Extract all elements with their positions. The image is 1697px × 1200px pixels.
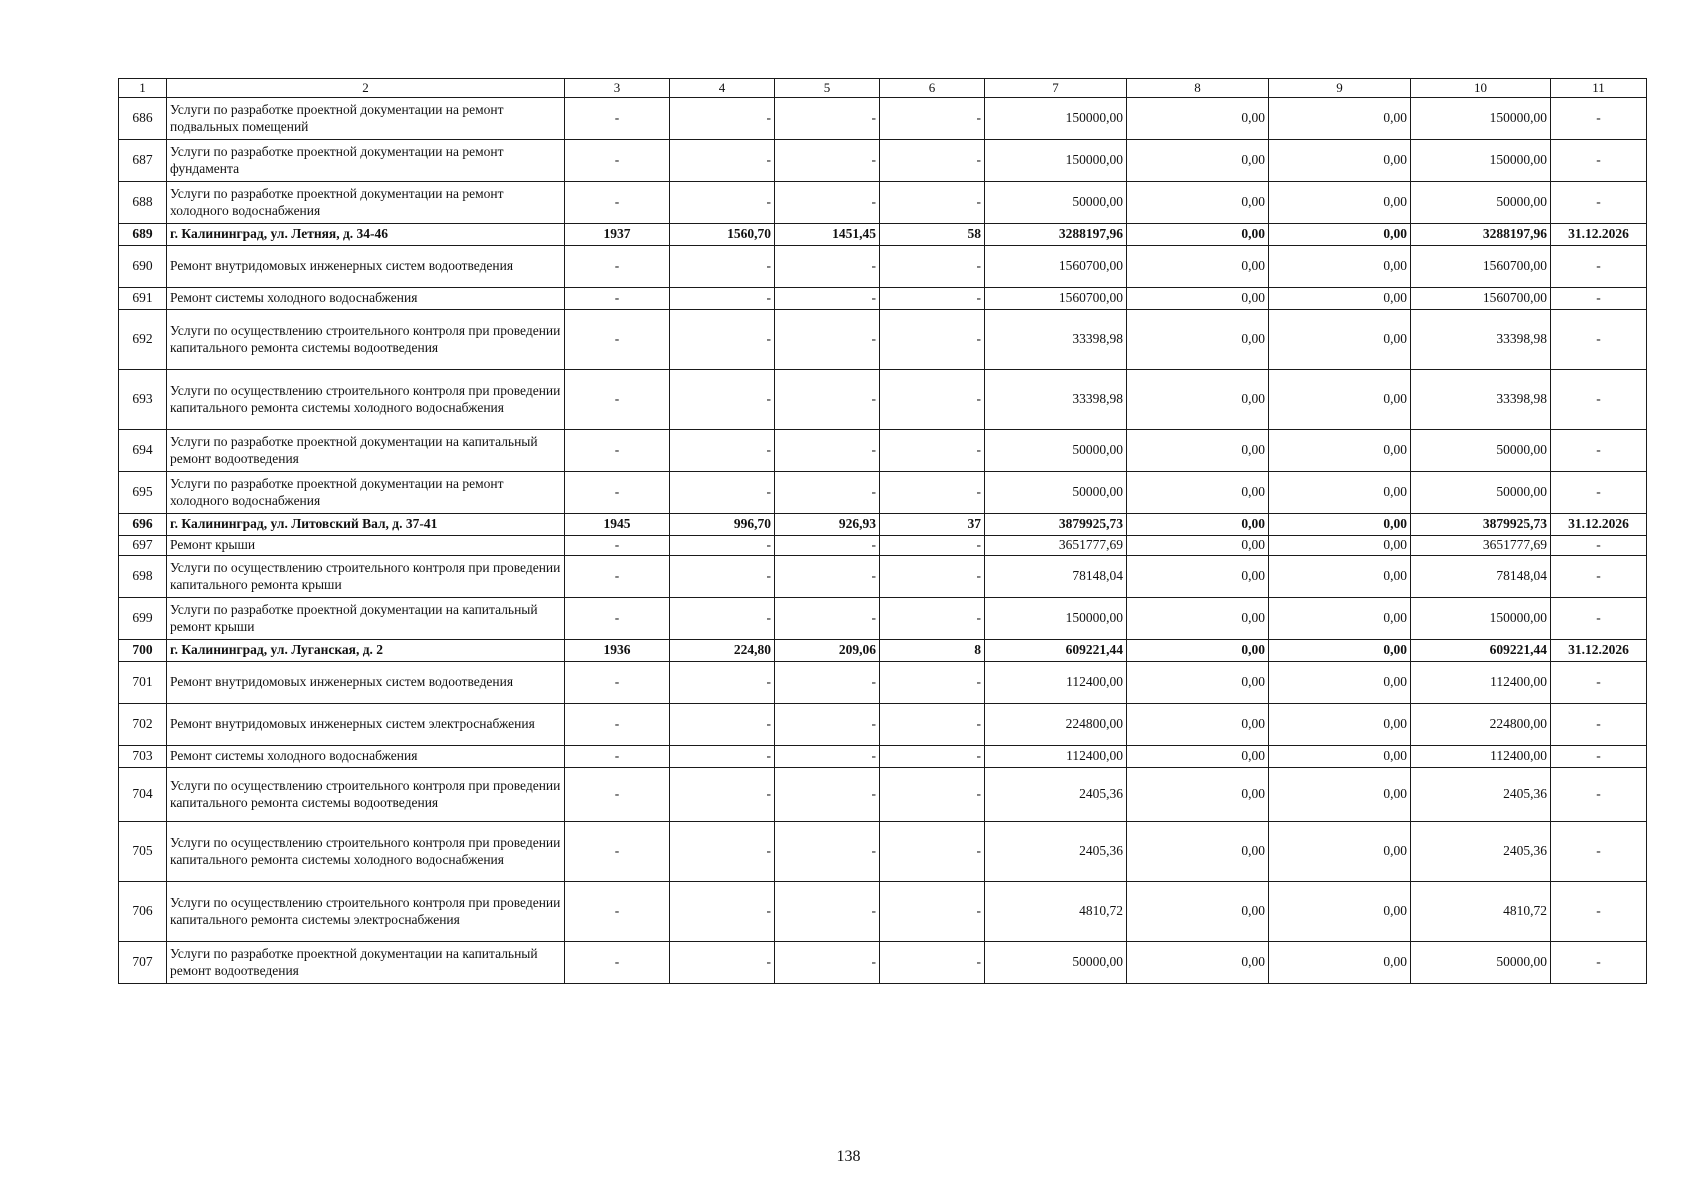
build-year: - [565, 704, 670, 746]
owners-cost: 50000,00 [1411, 472, 1551, 514]
house-row [119, 224, 1647, 246]
column-number: 8 [1127, 79, 1269, 98]
fund-cost: 0,00 [1127, 140, 1269, 182]
living-area: - [775, 98, 880, 140]
completion-date: - [1551, 746, 1647, 768]
living-area: - [775, 822, 880, 882]
budget-cost: 0,00 [1269, 472, 1411, 514]
build-year: 1937 [565, 224, 670, 246]
table-row [119, 536, 1647, 556]
table-row [119, 182, 1647, 224]
build-year: - [565, 822, 670, 882]
budget-cost: 0,00 [1269, 556, 1411, 598]
completion-date: - [1551, 704, 1647, 746]
column-number: 10 [1411, 79, 1551, 98]
budget-cost: 0,00 [1269, 598, 1411, 640]
total-cost: 112400,00 [985, 746, 1127, 768]
total-cost: 1560700,00 [985, 246, 1127, 288]
house-row [119, 640, 1647, 662]
work-name: Услуги по осуществлению строительного контроля при проведении капитального ремонта системы водоотведения [167, 310, 565, 370]
fund-cost: 0,00 [1127, 556, 1269, 598]
work-name: Услуги по разработке проектной документации на капитальный ремонт водоотведения [167, 942, 565, 984]
residents-count: - [880, 942, 985, 984]
row-number: 686 [119, 98, 167, 140]
residents-count: - [880, 246, 985, 288]
owners-cost: 1560700,00 [1411, 246, 1551, 288]
residents-count: - [880, 288, 985, 310]
total-area: - [670, 768, 775, 822]
build-year: - [565, 288, 670, 310]
total-cost: 150000,00 [985, 98, 1127, 140]
owners-cost: 150000,00 [1411, 140, 1551, 182]
work-name: Услуги по осуществлению строительного контроля при проведении капитального ремонта системы электроснабжения [167, 882, 565, 942]
completion-date: - [1551, 822, 1647, 882]
living-area: - [775, 288, 880, 310]
total-area: - [670, 182, 775, 224]
living-area: - [775, 370, 880, 430]
table-row [119, 98, 1647, 140]
work-name: Услуги по осуществлению строительного контроля при проведении капитального ремонта системы холодного водоснабжения [167, 370, 565, 430]
budget-cost: 0,00 [1269, 246, 1411, 288]
fund-cost: 0,00 [1127, 182, 1269, 224]
row-number: 707 [119, 942, 167, 984]
owners-cost: 224800,00 [1411, 704, 1551, 746]
row-number: 689 [119, 224, 167, 246]
table-row [119, 598, 1647, 640]
owners-cost: 50000,00 [1411, 430, 1551, 472]
build-year: - [565, 746, 670, 768]
total-area: - [670, 822, 775, 882]
residents-count: - [880, 536, 985, 556]
row-number: 692 [119, 310, 167, 370]
table-row [119, 822, 1647, 882]
fund-cost: 0,00 [1127, 640, 1269, 662]
table-row [119, 246, 1647, 288]
house-row [119, 514, 1647, 536]
work-name: г. Калининград, ул. Луганская, д. 2 [167, 640, 565, 662]
fund-cost: 0,00 [1127, 704, 1269, 746]
completion-date: - [1551, 98, 1647, 140]
living-area: - [775, 310, 880, 370]
table-row [119, 556, 1647, 598]
completion-date: - [1551, 882, 1647, 942]
row-number: 701 [119, 662, 167, 704]
residents-count: - [880, 822, 985, 882]
work-name: Ремонт внутридомовых инженерных систем водоотведения [167, 246, 565, 288]
row-number: 694 [119, 430, 167, 472]
budget-cost: 0,00 [1269, 98, 1411, 140]
total-area: - [670, 556, 775, 598]
fund-cost: 0,00 [1127, 942, 1269, 984]
owners-cost: 1560700,00 [1411, 288, 1551, 310]
total-area: - [670, 288, 775, 310]
table-row [119, 310, 1647, 370]
total-area: - [670, 140, 775, 182]
living-area: - [775, 182, 880, 224]
table-row [119, 472, 1647, 514]
build-year: - [565, 310, 670, 370]
table-row [119, 768, 1647, 822]
row-number: 700 [119, 640, 167, 662]
work-name: Услуги по разработке проектной документации на ремонт холодного водоснабжения [167, 472, 565, 514]
row-number: 693 [119, 370, 167, 430]
fund-cost: 0,00 [1127, 310, 1269, 370]
work-name: Услуги по осуществлению строительного контроля при проведении капитального ремонта системы водоотведения [167, 768, 565, 822]
work-name: Услуги по разработке проектной документации на капитальный ремонт крыши [167, 598, 565, 640]
build-year: 1936 [565, 640, 670, 662]
build-year: - [565, 370, 670, 430]
budget-cost: 0,00 [1269, 370, 1411, 430]
work-name: Услуги по осуществлению строительного контроля при проведении капитального ремонта системы холодного водоснабжения [167, 822, 565, 882]
living-area: - [775, 556, 880, 598]
completion-date: - [1551, 182, 1647, 224]
work-name: Ремонт внутридомовых инженерных систем электроснабжения [167, 704, 565, 746]
owners-cost: 33398,98 [1411, 370, 1551, 430]
fund-cost: 0,00 [1127, 822, 1269, 882]
living-area: - [775, 246, 880, 288]
total-area: - [670, 704, 775, 746]
residents-count: 37 [880, 514, 985, 536]
residents-count: - [880, 662, 985, 704]
fund-cost: 0,00 [1127, 514, 1269, 536]
total-cost: 3288197,96 [985, 224, 1127, 246]
build-year: - [565, 140, 670, 182]
total-area: - [670, 430, 775, 472]
table-row [119, 430, 1647, 472]
build-year: - [565, 430, 670, 472]
total-area: - [670, 370, 775, 430]
row-number: 688 [119, 182, 167, 224]
residents-count: - [880, 768, 985, 822]
table-row [119, 288, 1647, 310]
owners-cost: 112400,00 [1411, 662, 1551, 704]
completion-date: - [1551, 430, 1647, 472]
work-name: Услуги по разработке проектной документации на ремонт холодного водоснабжения [167, 182, 565, 224]
works-table [118, 78, 1647, 984]
fund-cost: 0,00 [1127, 746, 1269, 768]
work-name: Услуги по осуществлению строительного контроля при проведении капитального ремонта крыши [167, 556, 565, 598]
column-number: 1 [119, 79, 167, 98]
total-area: - [670, 598, 775, 640]
completion-date: - [1551, 246, 1647, 288]
residents-count: - [880, 704, 985, 746]
total-cost: 33398,98 [985, 370, 1127, 430]
owners-cost: 2405,36 [1411, 768, 1551, 822]
living-area: 1451,45 [775, 224, 880, 246]
total-cost: 150000,00 [985, 598, 1127, 640]
total-area: - [670, 310, 775, 370]
row-number: 705 [119, 822, 167, 882]
column-number: 3 [565, 79, 670, 98]
total-cost: 50000,00 [985, 942, 1127, 984]
fund-cost: 0,00 [1127, 598, 1269, 640]
total-cost: 3879925,73 [985, 514, 1127, 536]
table-row [119, 942, 1647, 984]
completion-date: - [1551, 140, 1647, 182]
fund-cost: 0,00 [1127, 288, 1269, 310]
residents-count: - [880, 598, 985, 640]
budget-cost: 0,00 [1269, 704, 1411, 746]
column-number: 6 [880, 79, 985, 98]
owners-cost: 3879925,73 [1411, 514, 1551, 536]
fund-cost: 0,00 [1127, 430, 1269, 472]
living-area: - [775, 768, 880, 822]
table-row [119, 662, 1647, 704]
column-number: 4 [670, 79, 775, 98]
build-year: - [565, 536, 670, 556]
completion-date: - [1551, 942, 1647, 984]
row-number: 704 [119, 768, 167, 822]
fund-cost: 0,00 [1127, 768, 1269, 822]
budget-cost: 0,00 [1269, 882, 1411, 942]
living-area: - [775, 704, 880, 746]
total-cost: 2405,36 [985, 768, 1127, 822]
total-cost: 33398,98 [985, 310, 1127, 370]
budget-cost: 0,00 [1269, 140, 1411, 182]
total-cost: 4810,72 [985, 882, 1127, 942]
residents-count: - [880, 310, 985, 370]
residents-count: - [880, 882, 985, 942]
row-number: 696 [119, 514, 167, 536]
row-number: 706 [119, 882, 167, 942]
total-cost: 609221,44 [985, 640, 1127, 662]
row-number: 690 [119, 246, 167, 288]
total-area: - [670, 882, 775, 942]
build-year: - [565, 182, 670, 224]
budget-cost: 0,00 [1269, 536, 1411, 556]
completion-date: - [1551, 472, 1647, 514]
living-area: 209,06 [775, 640, 880, 662]
living-area: - [775, 140, 880, 182]
living-area: - [775, 746, 880, 768]
completion-date: - [1551, 768, 1647, 822]
total-area: - [670, 246, 775, 288]
work-name: Ремонт системы холодного водоснабжения [167, 288, 565, 310]
row-number: 691 [119, 288, 167, 310]
living-area: 926,93 [775, 514, 880, 536]
owners-cost: 150000,00 [1411, 98, 1551, 140]
living-area: - [775, 536, 880, 556]
row-number: 687 [119, 140, 167, 182]
fund-cost: 0,00 [1127, 882, 1269, 942]
completion-date: - [1551, 370, 1647, 430]
budget-cost: 0,00 [1269, 822, 1411, 882]
total-area: - [670, 942, 775, 984]
build-year: - [565, 882, 670, 942]
column-number-row [119, 79, 1647, 98]
residents-count: - [880, 430, 985, 472]
residents-count: - [880, 370, 985, 430]
budget-cost: 0,00 [1269, 224, 1411, 246]
row-number: 697 [119, 536, 167, 556]
completion-date: 31.12.2026 [1551, 514, 1647, 536]
residents-count: - [880, 182, 985, 224]
owners-cost: 78148,04 [1411, 556, 1551, 598]
budget-cost: 0,00 [1269, 662, 1411, 704]
fund-cost: 0,00 [1127, 370, 1269, 430]
owners-cost: 150000,00 [1411, 598, 1551, 640]
column-number: 5 [775, 79, 880, 98]
table-row [119, 370, 1647, 430]
total-area: - [670, 536, 775, 556]
column-number: 11 [1551, 79, 1647, 98]
table-row [119, 140, 1647, 182]
work-name: Услуги по разработке проектной документации на ремонт подвальных помещений [167, 98, 565, 140]
row-number: 703 [119, 746, 167, 768]
work-name: Услуги по разработке проектной документации на ремонт фундамента [167, 140, 565, 182]
build-year: - [565, 556, 670, 598]
table-body [119, 79, 1647, 984]
column-number: 7 [985, 79, 1127, 98]
residents-count: 58 [880, 224, 985, 246]
residents-count: - [880, 472, 985, 514]
living-area: - [775, 942, 880, 984]
fund-cost: 0,00 [1127, 98, 1269, 140]
owners-cost: 3288197,96 [1411, 224, 1551, 246]
budget-cost: 0,00 [1269, 310, 1411, 370]
fund-cost: 0,00 [1127, 472, 1269, 514]
owners-cost: 4810,72 [1411, 882, 1551, 942]
residents-count: - [880, 556, 985, 598]
total-cost: 78148,04 [985, 556, 1127, 598]
total-cost: 1560700,00 [985, 288, 1127, 310]
row-number: 695 [119, 472, 167, 514]
total-area: - [670, 472, 775, 514]
total-area: - [670, 662, 775, 704]
budget-cost: 0,00 [1269, 640, 1411, 662]
build-year: - [565, 598, 670, 640]
column-number: 2 [167, 79, 565, 98]
residents-count: 8 [880, 640, 985, 662]
build-year: 1945 [565, 514, 670, 536]
living-area: - [775, 662, 880, 704]
column-number: 9 [1269, 79, 1411, 98]
residents-count: - [880, 98, 985, 140]
build-year: - [565, 768, 670, 822]
budget-cost: 0,00 [1269, 768, 1411, 822]
completion-date: - [1551, 536, 1647, 556]
budget-cost: 0,00 [1269, 942, 1411, 984]
build-year: - [565, 246, 670, 288]
build-year: - [565, 942, 670, 984]
build-year: - [565, 472, 670, 514]
total-cost: 50000,00 [985, 430, 1127, 472]
row-number: 698 [119, 556, 167, 598]
fund-cost: 0,00 [1127, 246, 1269, 288]
residents-count: - [880, 746, 985, 768]
row-number: 699 [119, 598, 167, 640]
completion-date: 31.12.2026 [1551, 640, 1647, 662]
total-cost: 224800,00 [985, 704, 1127, 746]
total-cost: 50000,00 [985, 182, 1127, 224]
total-cost: 150000,00 [985, 140, 1127, 182]
total-cost: 50000,00 [985, 472, 1127, 514]
living-area: - [775, 882, 880, 942]
completion-date: - [1551, 556, 1647, 598]
table-row [119, 746, 1647, 768]
total-cost: 2405,36 [985, 822, 1127, 882]
total-area: - [670, 746, 775, 768]
build-year: - [565, 98, 670, 140]
completion-date: 31.12.2026 [1551, 224, 1647, 246]
total-area: - [670, 98, 775, 140]
budget-cost: 0,00 [1269, 746, 1411, 768]
total-area: 1560,70 [670, 224, 775, 246]
completion-date: - [1551, 662, 1647, 704]
budget-cost: 0,00 [1269, 514, 1411, 536]
work-name: Ремонт внутридомовых инженерных систем водоотведения [167, 662, 565, 704]
total-cost: 112400,00 [985, 662, 1127, 704]
living-area: - [775, 598, 880, 640]
owners-cost: 3651777,69 [1411, 536, 1551, 556]
total-area: 224,80 [670, 640, 775, 662]
work-name: Ремонт крыши [167, 536, 565, 556]
fund-cost: 0,00 [1127, 662, 1269, 704]
work-name: Ремонт системы холодного водоснабжения [167, 746, 565, 768]
residents-count: - [880, 140, 985, 182]
table-row [119, 704, 1647, 746]
owners-cost: 33398,98 [1411, 310, 1551, 370]
work-name: Услуги по разработке проектной документации на капитальный ремонт водоотведения [167, 430, 565, 472]
living-area: - [775, 472, 880, 514]
living-area: - [775, 430, 880, 472]
completion-date: - [1551, 310, 1647, 370]
owners-cost: 50000,00 [1411, 182, 1551, 224]
completion-date: - [1551, 288, 1647, 310]
budget-cost: 0,00 [1269, 182, 1411, 224]
table-row [119, 882, 1647, 942]
row-number: 702 [119, 704, 167, 746]
work-name: г. Калининград, ул. Литовский Вал, д. 37-41 [167, 514, 565, 536]
owners-cost: 2405,36 [1411, 822, 1551, 882]
owners-cost: 609221,44 [1411, 640, 1551, 662]
budget-cost: 0,00 [1269, 430, 1411, 472]
completion-date: - [1551, 598, 1647, 640]
owners-cost: 112400,00 [1411, 746, 1551, 768]
total-cost: 3651777,69 [985, 536, 1127, 556]
owners-cost: 50000,00 [1411, 942, 1551, 984]
fund-cost: 0,00 [1127, 224, 1269, 246]
budget-cost: 0,00 [1269, 288, 1411, 310]
fund-cost: 0,00 [1127, 536, 1269, 556]
build-year: - [565, 662, 670, 704]
total-area: 996,70 [670, 514, 775, 536]
work-name: г. Калининград, ул. Летняя, д. 34-46 [167, 224, 565, 246]
page-number: 138 [836, 1148, 861, 1165]
